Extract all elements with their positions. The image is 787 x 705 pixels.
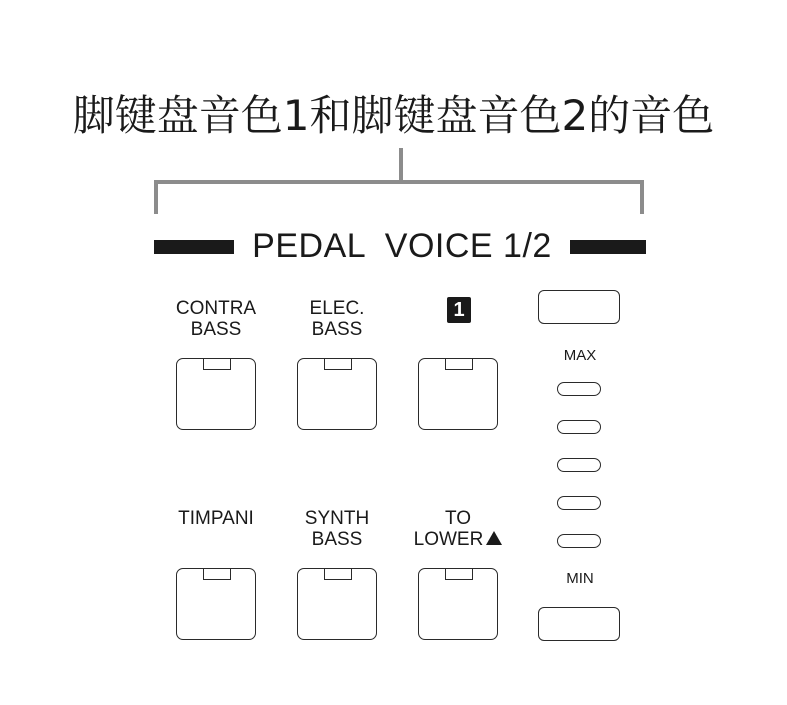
bracket-stem [399,148,403,182]
user-voice-1-button[interactable] [418,358,498,430]
volume-min-label: MIN [566,570,594,587]
volume-led-3 [557,458,601,472]
elec-bass-led [324,358,352,370]
timpani-label [151,508,281,529]
timpani-led [203,568,231,580]
contra-bass-label [151,298,281,340]
contra-bass-button[interactable] [176,358,256,430]
volume-led-4 [557,420,601,434]
bracket-left-tick [154,180,158,214]
contra-bass-led [203,358,231,370]
volume-up-button[interactable] [538,290,620,324]
section-title: PEDAL VOICE 1/2 [252,227,552,265]
contra-bass-label-line2: BASS [190,319,242,340]
user-voice-1-led [445,358,473,370]
elec-bass-label-line2: BASS [311,319,363,340]
to-lower-label-line1: TO [444,508,472,529]
contra-bass-label-line1: CONTRA [175,298,257,319]
timpani-button[interactable] [176,568,256,640]
volume-down-button[interactable] [538,607,620,641]
bracket-bar [154,180,644,184]
elec-bass-label [272,298,402,340]
to-lower-label [393,508,523,550]
volume-led-1 [557,534,601,548]
bracket-right-tick [640,180,644,214]
elec-bass-button[interactable] [297,358,377,430]
to-lower-label-line2: LOWER [413,529,484,550]
elec-bass-label-line1: ELEC. [309,298,365,319]
section-band-right [570,240,646,254]
volume-led-2 [557,496,601,510]
volume-led-5 [557,382,601,396]
section-band-left [154,240,234,254]
to-lower-led [445,568,473,580]
user-voice-1-badge: 1 [447,297,471,323]
volume-max-label: MAX [563,347,597,364]
timpani-label-line1: TIMPANI [178,508,254,529]
to-lower-button[interactable] [418,568,498,640]
caption: 脚键盘音色1和脚键盘音色2的音色 [72,91,715,140]
to-lower-label-line2-wrap [393,529,523,550]
synth-bass-led [324,568,352,580]
up-triangle-icon [486,531,502,545]
synth-bass-label-line1: SYNTH [304,508,370,529]
synth-bass-label-line2: BASS [311,529,363,550]
synth-bass-label [272,508,402,550]
synth-bass-button[interactable] [297,568,377,640]
